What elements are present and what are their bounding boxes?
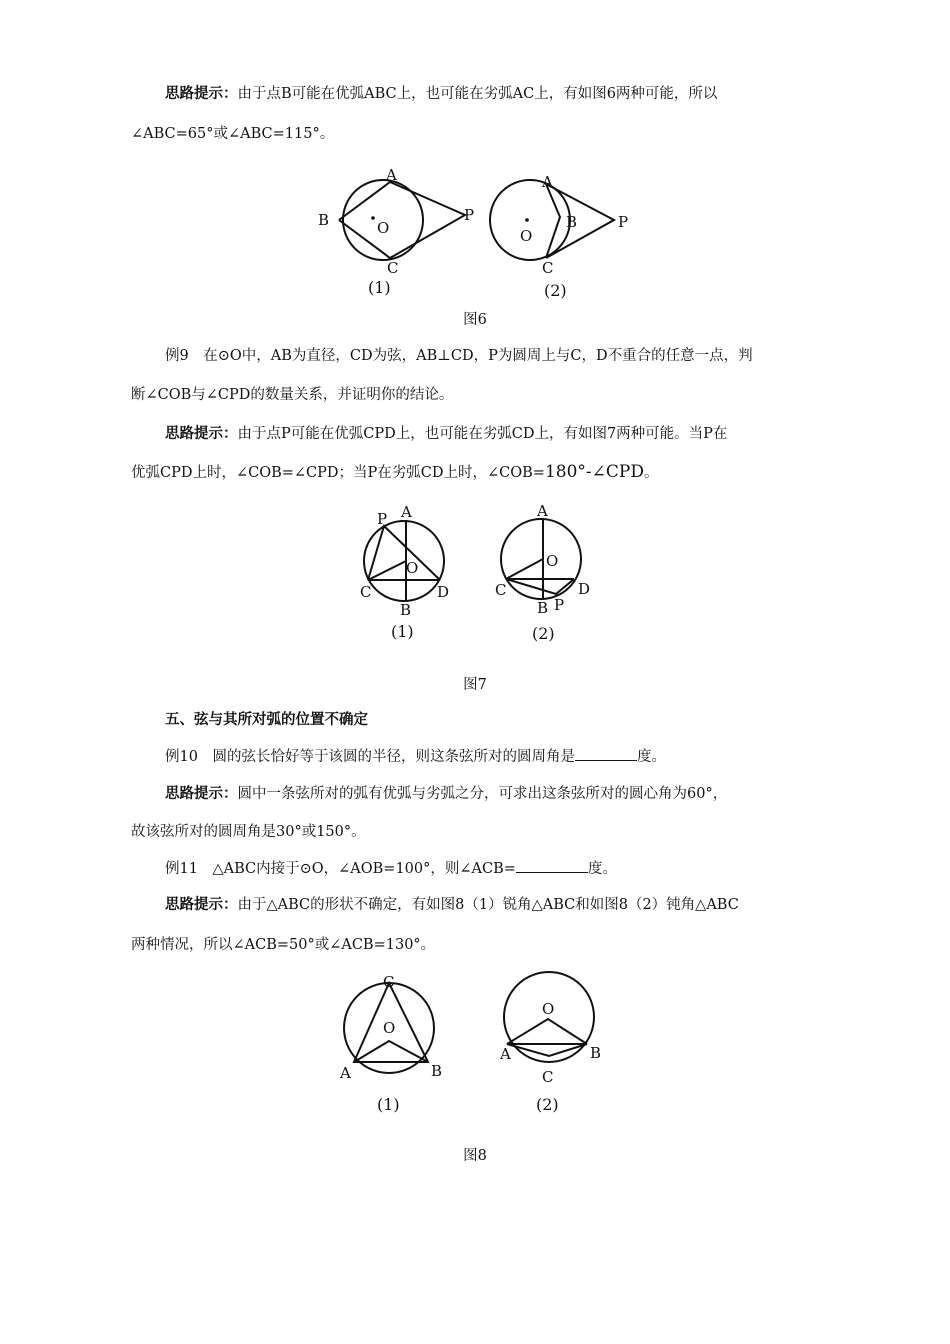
chords-and-tangents [339,182,465,258]
label-a: A [500,1045,511,1063]
example-11-unit: 度。 [587,861,617,877]
formula: 180°-∠CPD [544,462,644,482]
label-a: A [401,503,412,521]
hint-text: 优弧CPD上时，∠COB=∠CPD；当P在劣弧CD上时，∠COB= [131,465,545,481]
label-c: C [542,259,554,277]
hint-paragraph-4-line-1 [165,895,739,915]
label-b: B [537,599,549,617]
label-a: A [542,173,553,191]
figure-8-left-diagram [330,970,460,1120]
figure-7-right-diagram [490,498,610,648]
hint-paragraph-2-line-2 [131,462,658,483]
label-o: O [406,559,419,577]
hint-paragraph-2-line-1 [165,424,727,444]
subcaption: (2) [536,1095,559,1114]
label-c: C [495,581,507,599]
example-10-unit: 度。 [636,749,666,765]
angle-aob [507,1019,587,1044]
hint-text: 由于点P可能在优弧CPD上，也可能在劣弧CD上，有如图7两种可能。当P在 [237,426,728,442]
example-11 [165,858,617,879]
label-d: D [437,583,450,601]
example-11-text: 例11 △ABC内接于⊙O，∠AOB=100°，则∠ACB= [165,861,516,877]
label-c: C [387,259,399,277]
label-d: D [578,580,591,598]
center-dot [525,218,529,222]
label-a: A [386,166,397,184]
figure-6-right-diagram [480,160,670,305]
hint-paragraph-3-line-1 [165,784,727,804]
radius-oc [506,559,543,579]
hint-paragraph-3-line-2: 故该弦所对的圆周角是30°或150°。 [131,824,366,840]
label-p: P [377,510,388,528]
subcaption: (2) [532,624,555,643]
label-o: O [383,1019,396,1037]
hint-paragraph-4-line-2: 两种情况，所以∠ACB=50°或∠ACB=130°。 [131,937,436,953]
figure-7-caption: 图7 [463,677,487,693]
label-c: C [542,1068,554,1086]
chords [546,184,560,258]
label-c: C [360,583,372,601]
hint-text: 由于点B可能在优弧ABC上，也可能在劣弧AC上，有如图6两种可能，所以 [237,86,718,102]
center-dot [371,216,375,220]
label-o: O [542,1000,555,1018]
label-b: B [590,1044,602,1062]
example-10-text: 例10 圆的弦长恰好等于该圆的半径，则这条弦所对的圆周角是 [165,749,575,765]
example-9-line-2: 断∠COB与∠CPD的数量关系，并证明你的结论。 [131,387,454,403]
label-c: C [383,973,395,991]
label-a: A [340,1064,351,1082]
label-p: P [464,206,475,224]
hint-paragraph-1-line-2: ∠ABC=65°或∠ABC=115°。 [131,126,335,142]
label-p: P [618,213,629,231]
figure-6-caption: 图6 [463,312,487,328]
subcaption: (1) [377,1095,400,1114]
section-heading: 五、弦与其所对弧的位置不确定 [165,712,368,728]
figure-6-left-diagram [310,160,500,305]
figure-8-right-diagram [490,970,620,1120]
hint-text-end: 。 [643,465,659,481]
subcaption: (1) [368,278,391,297]
label-b: B [431,1062,443,1080]
example-9-line-1: 例9 在⊙O中，AB为直径，CD为弦，AB⊥CD，P为圆周上与C，D不重合的任意一点，判 [165,348,753,364]
example-10 [165,746,666,767]
hint-label: 思路提示： [165,786,238,802]
label-p: P [554,596,565,614]
hint-text: 由于△ABC的形状不确定，有如图8（1）锐角△ABC和如图8（2）钝角△ABC [237,897,739,913]
label-a: A [537,502,548,520]
figure-8-caption: 图8 [463,1148,487,1164]
label-o: O [520,227,533,245]
label-o: O [377,219,390,237]
label-b: B [400,601,412,619]
hint-label: 思路提示： [165,426,238,442]
subcaption: (1) [391,622,414,641]
answer-blank [575,746,637,761]
subcaption: (2) [544,281,567,300]
label-b: B [318,211,330,229]
hint-paragraph-1-line-1 [165,84,717,104]
label-b: B [566,213,578,231]
hint-label: 思路提示： [165,897,238,913]
tangents [546,184,614,258]
angle-cpd [368,526,440,580]
answer-blank [516,858,588,873]
label-o: O [546,552,559,570]
hint-label: 思路提示： [165,86,238,102]
angle-aob [354,1041,428,1062]
figure-7-left-diagram [350,498,470,648]
hint-text: 圆中一条弦所对的弧有优弧与劣弧之分，可求出这条弦所对的圆心角为60°， [237,786,728,802]
